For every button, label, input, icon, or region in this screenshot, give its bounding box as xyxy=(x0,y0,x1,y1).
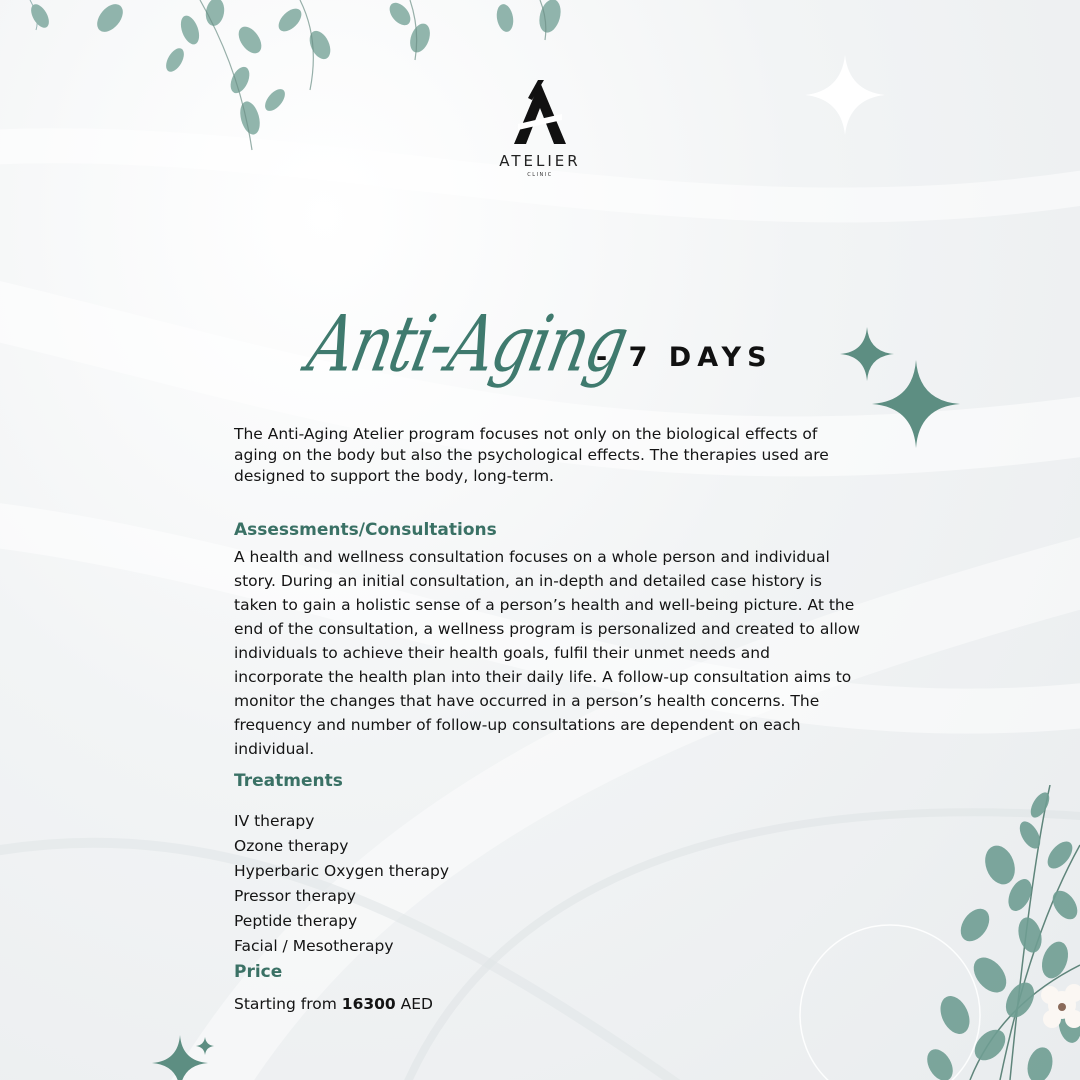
list-item: Peptide therapy xyxy=(234,912,358,930)
price-title: Price xyxy=(234,962,283,982)
price-line xyxy=(234,993,864,1015)
atelier-logo xyxy=(490,80,590,178)
price-currency: AED xyxy=(400,995,433,1013)
price-amount: 16300 xyxy=(341,995,396,1013)
sparkle-bottom-left-icon xyxy=(150,1035,230,1080)
treatments-list xyxy=(234,809,864,959)
sparkle-green-small-icon xyxy=(840,327,894,381)
logo-wordmark: ATELIER xyxy=(499,152,581,170)
assessments-title: Assessments/Consultations xyxy=(234,520,497,540)
heading-duration: - 7 DAYS xyxy=(596,342,773,373)
sparkle-green-large-icon xyxy=(872,360,960,448)
list-item: Facial / Mesotherapy xyxy=(234,937,394,955)
floral-bottom-right-icon xyxy=(880,785,1080,1080)
intro-paragraph: The Anti-Aging Atelier program focuses not only on the biological effects of aging on the body but also the psychological effects. The therapies used are designed to support the body, long-term. xyxy=(234,425,829,485)
price-prefix: Starting from xyxy=(234,995,337,1013)
logo-subtitle: CLINIC xyxy=(527,172,553,178)
treatments-title: Treatments xyxy=(234,771,343,791)
assessments-paragraph: A health and wellness consultation focuses on a whole person and individual story. During an initial consultation, an in-depth and detailed case history is taken to gain a holistic sense of a person’s health and well-being picture. At the end of the consultation, a wellness program is personalized and created to allow individuals to achieve their health goals, fulfil their unmet needs and incorporate the health plan into their daily life. A follow-up consultation aims to monitor the changes that have occurred in a person’s health concerns. The frequency and number of follow-up consultations are dependent on each individual. xyxy=(234,548,861,758)
heading-script-title: Anti-Aging xyxy=(300,298,635,390)
list-item: IV therapy xyxy=(234,812,315,830)
flower-icon xyxy=(1041,984,1080,1028)
sparkle-white-icon xyxy=(805,55,885,135)
logo-mark-icon xyxy=(510,80,570,148)
page-heading xyxy=(300,298,840,408)
list-item: Pressor therapy xyxy=(234,887,356,905)
list-item: Ozone therapy xyxy=(234,837,349,855)
list-item: Hyperbaric Oxygen therapy xyxy=(234,862,450,880)
program-content xyxy=(234,424,864,1015)
